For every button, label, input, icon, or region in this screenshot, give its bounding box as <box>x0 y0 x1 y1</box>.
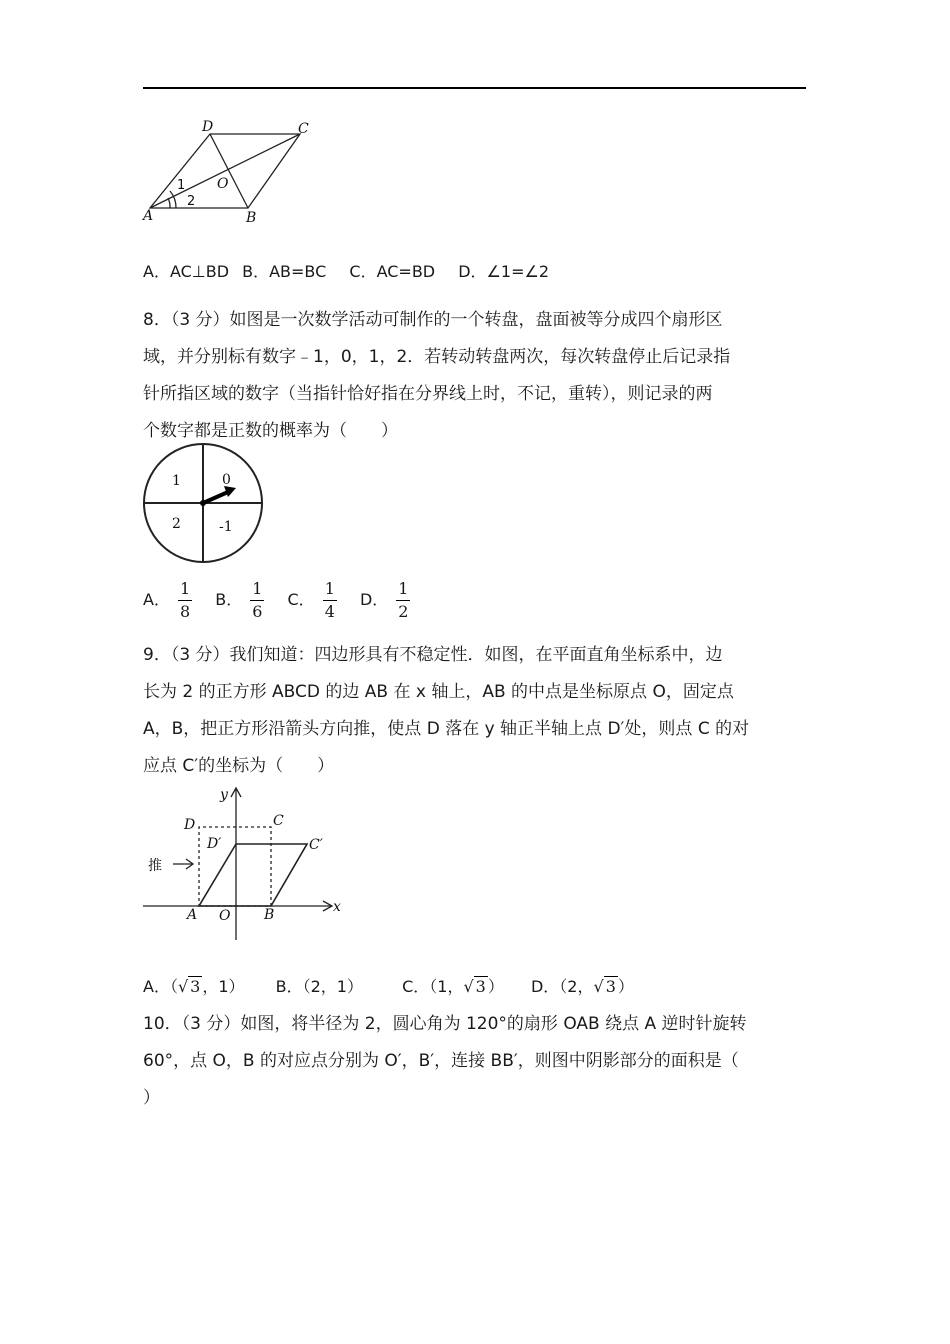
q9-line-3: A，B，把正方形沿箭头方向推，使点 D 落在 y 轴正半轴上点 D′处，则点 C 的对 <box>143 719 750 739</box>
sector-label-neg1: -1 <box>219 519 233 535</box>
angle-arc <box>170 191 176 208</box>
q9-coordinate-figure <box>140 785 350 945</box>
label-a: A <box>143 208 154 224</box>
q7-option-c: C．AC=BD <box>349 262 436 281</box>
sector-label-2: 2 <box>172 516 181 532</box>
label-d: D <box>184 817 196 833</box>
q8-line-2: 域，并分别标有数字﹣1，0，1，2．若转动转盘两次，每次转盘停止后记录指 <box>143 347 731 367</box>
q9-line-1: 9．（3 分）我们知道：四边形具有不稳定性．如图，在平面直角坐标系中，边 <box>143 645 723 665</box>
spinner-pivot <box>200 500 206 506</box>
q7-option-d: D．∠1=∠2 <box>458 262 549 281</box>
label-angle-2: 2 <box>187 194 196 209</box>
label-c: C <box>273 813 284 829</box>
label-o: O <box>217 176 229 192</box>
diagonal-bd <box>210 134 248 208</box>
sector-label-1: 1 <box>172 473 181 489</box>
q9-option-b: B．（2，1） <box>275 977 363 996</box>
label-d-prime: D′ <box>207 836 222 852</box>
label-c: C <box>298 121 309 137</box>
q10-line-3: ） <box>143 1088 160 1108</box>
label-y: y <box>220 787 228 803</box>
angle-arc-inner <box>168 198 170 208</box>
label-push: 推 <box>148 858 162 874</box>
label-b: B <box>246 210 257 226</box>
q10-line-2: 60°，点 O，B 的对应点分别为 O′，B′，连接 BB′，则图中阴影部分的面积是（ <box>143 1051 739 1071</box>
q8-line-3: 针所指区域的数字（当指针恰好指在分界线上时，不记，重转），则记录的两 <box>143 384 713 404</box>
q7-option-a: A．AC⊥BD <box>143 262 230 281</box>
q9-option-c: C．（1，√ 3 ） <box>402 977 504 996</box>
q8-options <box>143 580 428 621</box>
q8-line-1: 8．（3 分）如图是一次数学活动可制作的一个转盘，盘面被等分成四个扇形区 <box>143 310 723 330</box>
sector-label-0: 0 <box>222 472 231 488</box>
spinner-pointer <box>203 492 228 503</box>
header-rule <box>143 87 806 89</box>
q10-line-1: 10．（3 分）如图，将半径为 2，圆心角为 120°的扇形 OAB 绕点 A 逆时针旋转 <box>143 1014 747 1034</box>
label-o: O <box>219 908 231 924</box>
q9-option-d: D．（2，√ 3 ） <box>530 977 634 996</box>
q9-line-2: 长为 2 的正方形 ABCD 的边 AB 在 x 轴上，AB 的中点是坐标原点 O，固定点 <box>143 682 734 702</box>
q7-options <box>143 261 567 283</box>
label-angle-1: 1 <box>177 178 186 193</box>
label-d: D <box>202 119 214 135</box>
label-b: B <box>264 907 275 923</box>
q8-option-a: A． $\frac{1}{8}$ <box>143 579 191 621</box>
q9-line-4: 应点 C′的坐标为（ ） <box>143 756 335 776</box>
q8-option-b: B． $\frac{1}{6}$ <box>215 579 263 621</box>
q8-spinner-figure <box>140 440 270 570</box>
q8-option-d: D． $\frac{1}{2}$ <box>359 579 409 621</box>
q9-options <box>143 976 652 998</box>
label-x: x <box>333 899 341 915</box>
q8-option-c: C． $\frac{1}{4}$ <box>287 579 335 621</box>
q7-rhombus-figure <box>140 118 330 228</box>
diagonal-ac <box>150 134 300 208</box>
label-a: A <box>187 907 198 923</box>
pushed-parallelogram <box>199 844 307 906</box>
q7-option-b: B．AB=BC <box>242 262 327 281</box>
q9-option-a: A．（√ 3 ，1） <box>143 977 245 996</box>
label-c-prime: C′ <box>309 837 323 853</box>
q8-line-4: 个数字都是正数的概率为（ ） <box>143 421 398 441</box>
